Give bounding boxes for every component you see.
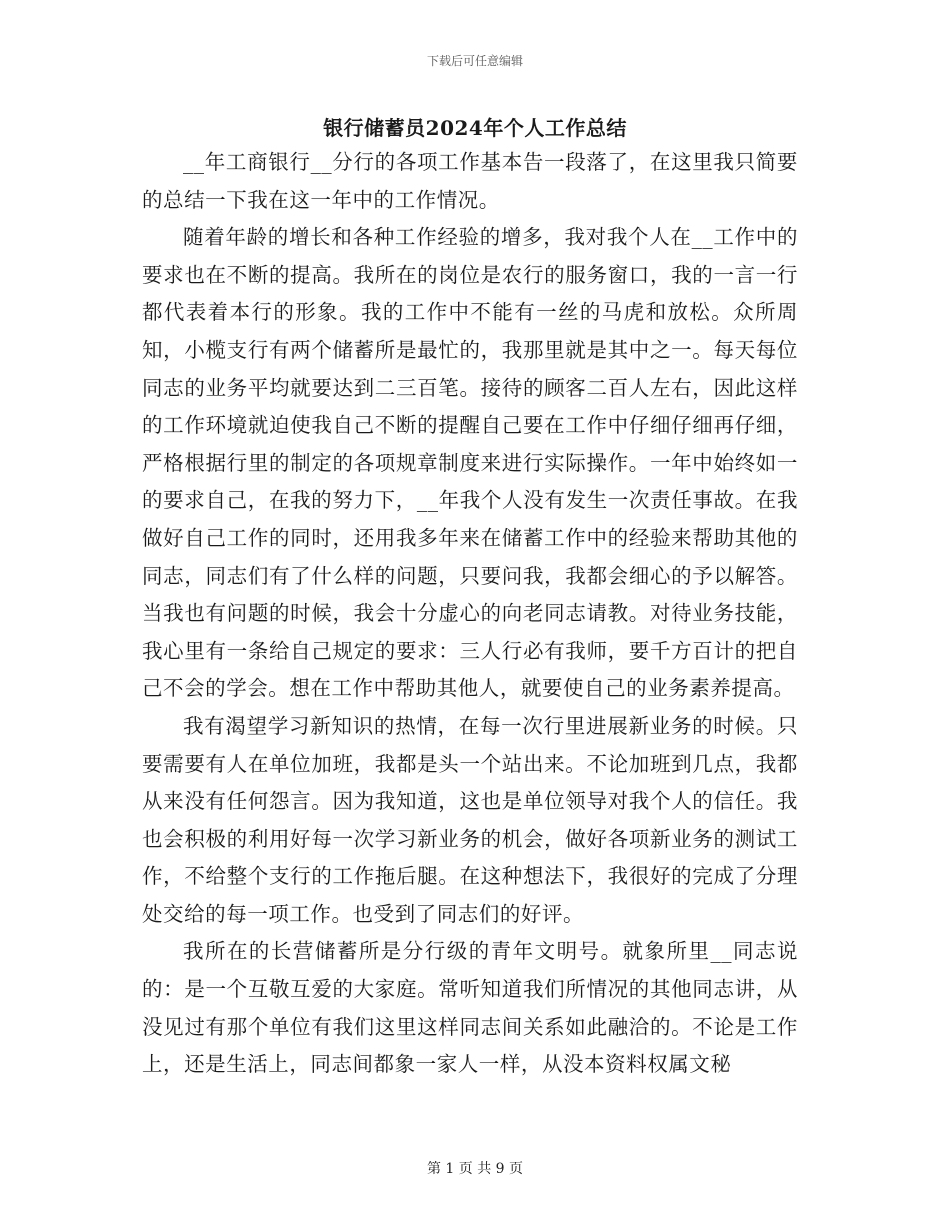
paragraph-team: 我所在的长营储蓄所是分行级的青年文明号。就象所里__同志说的：是一个互敬互爱的大家庭。常听知道我们所情况的其他同志讲，从没见过有那个单位有我们这里这样同志间关系如此融洽的。不论是工作上，还是生活上，同志间都象一家人一样，从没本资料权属文秘 (142, 939, 798, 1077)
page-number: 第 1 页 共 9 页 (426, 1161, 524, 1177)
document-title: 银行储蓄员2024年个人工作总结 (323, 116, 627, 140)
page-header-note: 下载后可任意编辑 (426, 54, 523, 68)
paragraph-learning: 我有渴望学习新知识的热情，在每一次行里进展新业务的时候。只要需要有人在单位加班，我都是头一个站出来。不论加班到几点，我都从来没有任何怨言。因为我知道，这也是单位领导对我个人的信任。我也会积极的利用好每一次学习新业务的机会，做好各项新业务的测试工作，不给整个支行的工作拖后腿。在这种想法下，我很好的完成了分理处交给的每一项工作。也受到了同志们的好评。 (142, 713, 798, 926)
paragraph-work-requirements: 随着年龄的增长和各种工作经验的增多，我对我个人在__工作中的要求也在不断的提高。我所在的岗位是农行的服务窗口，我的一言一行都代表着本行的形象。我的工作中不能有一丝的马虎和放松。众所周知，小榄支行有两个储蓄所是最忙的，我那里就是其中之一。每天每位同志的业务平均就要达到二三百笔。接待的顾客二百人左右，因此这样的工作环境就迫使我自己不断的提醒自己要在工作中仔细仔细再仔细，严格根据行里的制定的各项规章制度来进行实际操作。一年中始终如一的要求自己，在我的努力下，__年我个人没有发生一次责任事故。在我做好自己工作的同时，还用我多年来在储蓄工作中的经验来帮助其他的同志，同志们有了什么样的问题，只要问我，我都会细心的予以解答。当我也有问题的时候，我会十分虚心的向老同志请教。对待业务技能，我心里有一条给自己规定的要求：三人行必有我师，要千方百计的把自己不会的学会。想在工作中帮助其他人，就要使自己的业务素养提高。 (142, 225, 798, 701)
paragraph-intro: __年工商银行__分行的各项工作基本告一段落了，在这里我只简要的总结一下我在这一年中的工作情况。 (142, 150, 798, 212)
document-body (142, 144, 798, 1084)
